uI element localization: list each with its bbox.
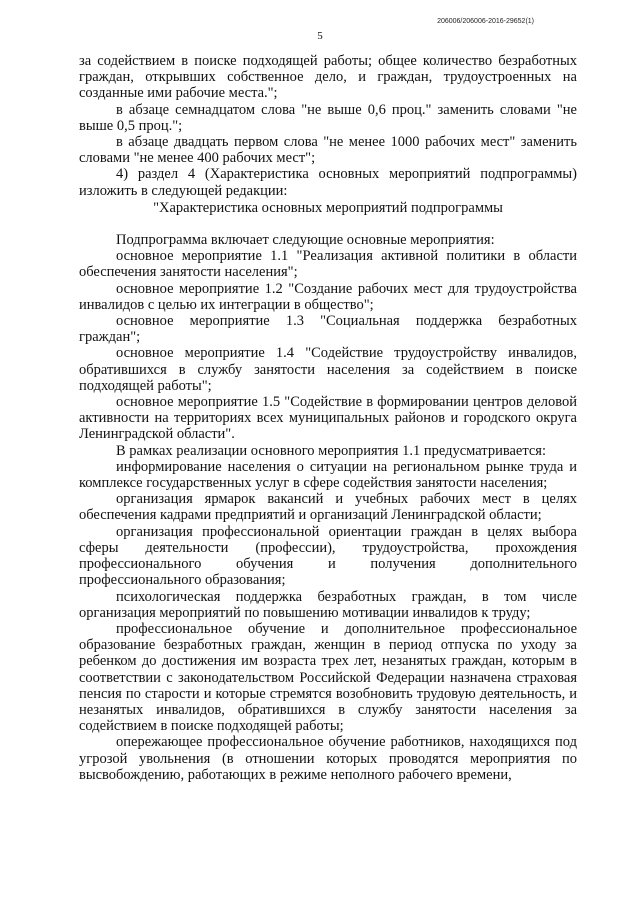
paragraph: опережающее профессиональное обучение работников, находящихся под угрозой увольнения (в отношении которых проводятся мероприятия по высвобождению, работающих в режиме неполного рабочего времени,	[79, 734, 577, 783]
paragraph: организация ярмарок вакансий и учебных рабочих мест в целях обеспечения кадрами предприятий и организаций Ленинградской области;	[79, 491, 577, 524]
paragraph: основное мероприятие 1.2 "Создание рабочих мест для трудоустройства инвалидов с целью их интеграции в общество";	[79, 280, 577, 313]
paragraph: за содействием в поиске подходящей работы; общее количество безработных граждан, открывших собственное дело, и граждан, трудоустроенных на созданные ими рабочие места.";	[79, 53, 577, 102]
paragraph: основное мероприятие 1.5 "Содействие в формировании центров деловой активности на территориях всех муниципальных районов и городского округа Ленинградской области".	[79, 394, 577, 443]
paragraph: информирование населения о ситуации на региональном рынке труда и комплексе государственных услуг в сфере содействия занятости населения;	[79, 458, 577, 492]
page-number: 5	[317, 30, 323, 42]
section-heading: "Характеристика основных мероприятий подпрограммы	[153, 199, 503, 216]
paragraph: профессиональное обучение и дополнительное профессиональное образование безработных граждан, женщин в период отпуска по уходу за ребенком до достижения им возраста трех лет, незанятых граждан, которым в соответствии с законодательством Российской Федерации назначена страховая пенсия по старости и которые стремятся возобновить трудовую деятельность, и незанятых инвалидов, обратившихся в службу занятости населения за содействием в поиске подходящей работы;	[79, 620, 577, 735]
document-body	[79, 53, 577, 783]
paragraph: в абзаце двадцать первом слова "не менее 1000 рабочих мест" заменить словами "не менее 400 рабочих мест";	[79, 134, 577, 167]
paragraph: В рамках реализации основного мероприятия 1.1 предусматривается:	[116, 442, 547, 459]
paragraph: основное мероприятие 1.3 "Социальная поддержка безработных граждан";	[79, 313, 577, 346]
document-id: 206006/206006-2016-29652(1)	[437, 18, 534, 25]
paragraph: в абзаце семнадцатом слова "не выше 0,6 проц." заменить словами "не выше 0,5 проц.";	[79, 101, 577, 134]
paragraph: организация профессиональной ориентации граждан в целях выбора сферы деятельности (профессии), трудоустройства, прохождения профессионального обучения и получения дополнительного профессионального образования;	[79, 523, 577, 589]
paragraph: основное мероприятие 1.4 "Содействие трудоустройству инвалидов, обратившихся в службу занятости населения за содействием в поиске подходящей работы";	[79, 345, 577, 394]
paragraph: психологическая поддержка безработных граждан, в том числе организация мероприятий по повышению мотивации инвалидов к труду;	[79, 588, 577, 621]
paragraph: Подпрограмма включает следующие основные мероприятия:	[116, 232, 495, 249]
paragraph: 4) раздел 4 (Характеристика основных мероприятий подпрограммы) изложить в следующей редакции:	[79, 166, 577, 199]
paragraph: основное мероприятие 1.1 "Реализация активной политики в области обеспечения занятости населения";	[79, 248, 577, 281]
